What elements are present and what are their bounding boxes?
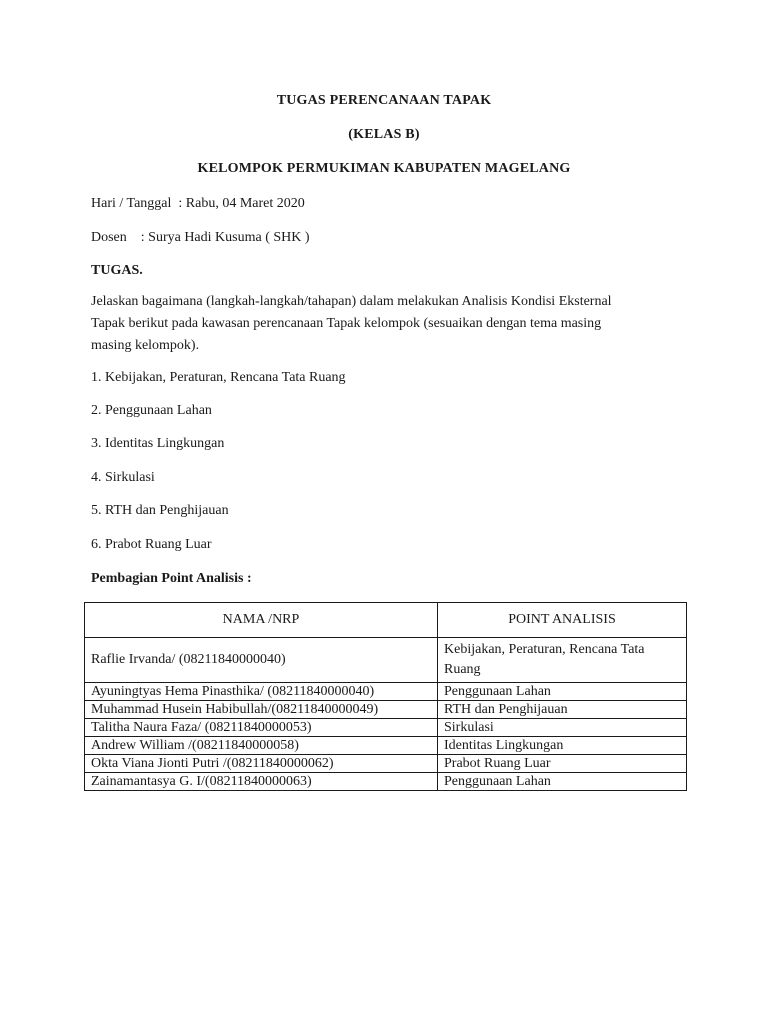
member-name: Zainamantasya G. I/(08211840000063) [85,773,438,791]
task-item: 2. Penggunaan Lahan [91,403,212,418]
date-line: Hari / Tanggal : Rabu, 04 Maret 2020 [91,196,305,211]
member-name: Andrew William /(08211840000058) [85,737,438,755]
analysis-point: Penggunaan Lahan [438,773,687,791]
analysis-point: Penggunaan Lahan [438,683,687,701]
table-row [85,755,687,773]
analysis-point: Identitas Lingkungan [438,737,687,755]
task-description [91,291,681,357]
lecturer-line: Dosen : Surya Hadi Kusuma ( SHK ) [91,230,310,245]
member-name: Ayuningtyas Hema Pinasthika/ (08211840000040) [85,683,438,701]
analysis-point: Sirkulasi [438,719,687,737]
table-row [85,683,687,701]
table-row [85,638,687,683]
analysis-point-line: Kebijakan, Peraturan, Rencana Tata [444,642,645,657]
column-header-name: NAMA /NRP [85,603,438,638]
member-name: Raflie Irvanda/ (08211840000040) [85,638,438,683]
column-header-point: POINT ANALISIS [438,603,687,638]
task-heading: TUGAS. [91,263,143,278]
division-heading: Pembagian Point Analisis : [91,571,252,586]
task-description-line: masing kelompok). [91,338,200,353]
task-item: 4. Sirkulasi [91,470,155,485]
group-title: KELOMPOK PERMUKIMAN KABUPATEN MAGELANG [197,161,571,176]
document-title: TUGAS PERENCANAAN TAPAK [276,93,492,108]
task-item: 6. Prabot Ruang Luar [91,537,212,552]
task-item: 3. Identitas Lingkungan [91,436,225,451]
task-description-line: Tapak berikut pada kawasan perencanaan Tapak kelompok (sesuaikan dengan tema masing [91,316,602,331]
analysis-table [84,602,687,791]
task-item: 1. Kebijakan, Peraturan, Rencana Tata Ruang [91,370,346,385]
member-name: Muhammad Husein Habibullah/(08211840000049) [85,701,438,719]
table-row [85,701,687,719]
table-row [85,719,687,737]
member-name: Okta Viana Jionti Putri /(08211840000062) [85,755,438,773]
analysis-point: Prabot Ruang Luar [438,755,687,773]
analysis-point-line: Ruang [444,662,481,677]
table-row [85,737,687,755]
table-header-row [85,603,687,638]
member-name: Talitha Naura Faza/ (08211840000053) [85,719,438,737]
task-item: 5. RTH dan Penghijauan [91,503,229,518]
table-row [85,773,687,791]
class-label: (KELAS B) [348,127,420,142]
analysis-point: RTH dan Penghijauan [438,701,687,719]
analysis-point [438,638,687,683]
task-description-line: Jelaskan bagaimana (langkah-langkah/tahapan) dalam melakukan Analisis Kondisi Eksternal [91,294,612,309]
